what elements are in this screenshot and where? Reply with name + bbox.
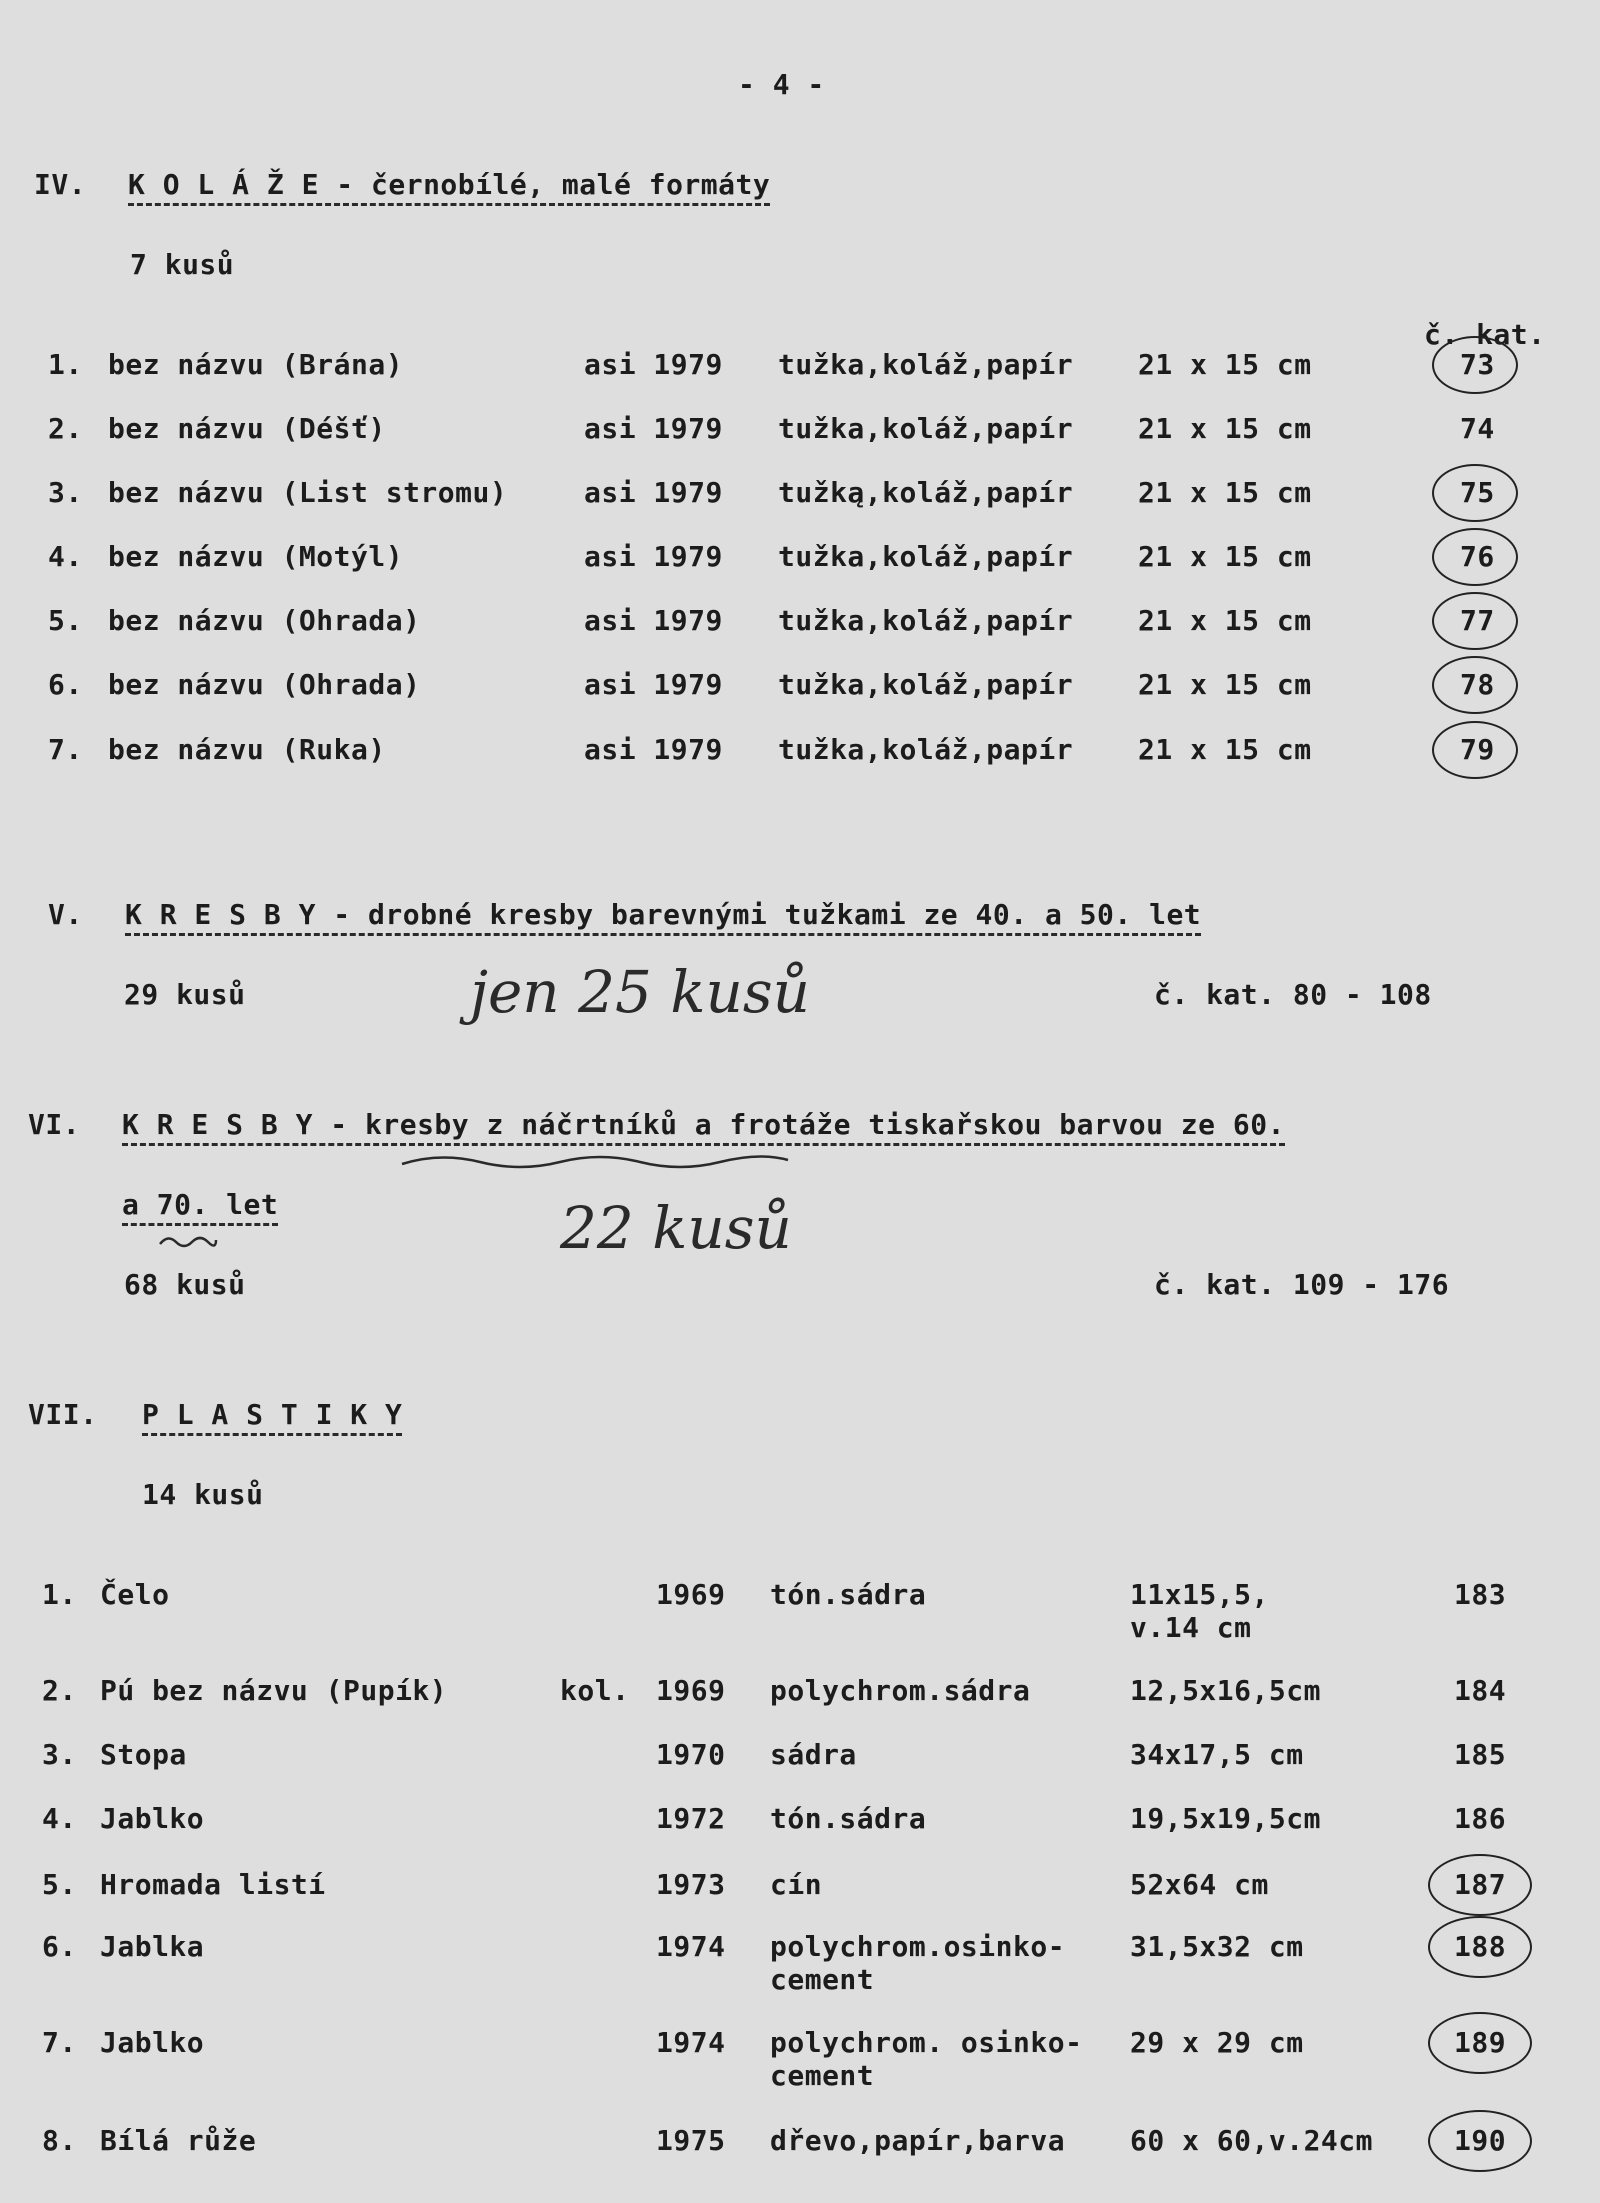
artwork-size: 31,5x32 cm — [1130, 1930, 1304, 1963]
catalog-circle-mark — [1432, 528, 1518, 586]
artwork-title: bez názvu (Ruka) — [108, 733, 386, 766]
row-number: 4. — [48, 540, 83, 573]
artwork-medium: tužka,koláž,papír — [778, 348, 1074, 381]
catalog-circle-mark — [1432, 656, 1518, 714]
artwork-title: bez názvu (List stromu) — [108, 476, 508, 509]
catalog-circle-mark — [1432, 464, 1518, 522]
row-number: 5. — [42, 1868, 77, 1901]
artwork-title: Stopa — [100, 1738, 187, 1771]
artwork-title: bez názvu (Brána) — [108, 348, 404, 381]
artwork-medium: cín — [770, 1868, 823, 1901]
row-number: 7. — [42, 2026, 77, 2059]
row-number: 6. — [48, 668, 83, 701]
catalog-number: 183 — [1454, 1578, 1507, 1611]
catalog-number: 79 — [1460, 733, 1495, 766]
page-number: - 4 - — [738, 68, 825, 101]
handwritten-wavy-underline — [400, 1150, 790, 1172]
artwork-year: 1969 — [656, 1674, 726, 1707]
section-6-title-continuation: a 70. let — [122, 1188, 278, 1226]
row-number: 4. — [42, 1802, 77, 1835]
section-6-number: VI. — [28, 1108, 81, 1141]
catalog-circle-mark — [1428, 1854, 1532, 1916]
artwork-title: bez názvu (Ohrada) — [108, 604, 421, 637]
artwork-year: asi 1979 — [584, 733, 723, 766]
artwork-year: asi 1979 — [584, 476, 723, 509]
section-5-handwritten-note: jen 25 kusů — [470, 958, 810, 1026]
artwork-year: 1975 — [656, 2124, 726, 2157]
catalog-number: 189 — [1454, 2026, 1507, 2059]
artwork-medium: tužka,koláž,papír — [778, 604, 1074, 637]
artwork-size: 19,5x19,5cm — [1130, 1802, 1321, 1835]
artwork-medium: sádra — [770, 1738, 857, 1771]
section-6-catalog: č. kat. 109 - 176 — [1154, 1268, 1450, 1301]
artwork-year: 1973 — [656, 1868, 726, 1901]
row-number: 7. — [48, 733, 83, 766]
artwork-medium: tužką,koláž,papír — [778, 476, 1074, 509]
artwork-size: 29 x 29 cm — [1130, 2026, 1304, 2059]
row-number: 3. — [48, 476, 83, 509]
artwork-title: Bílá růže — [100, 2124, 257, 2157]
artwork-medium: tón.sádra — [770, 1802, 927, 1835]
section-5-catalog: č. kat. 80 - 108 — [1154, 978, 1432, 1011]
artwork-size: 21 x 15 cm — [1138, 476, 1312, 509]
artwork-title: bez názvu (Ohrada) — [108, 668, 421, 701]
artwork-year-prefix: kol. — [560, 1674, 630, 1707]
row-number: 2. — [42, 1674, 77, 1707]
artwork-title: Pú bez názvu (Pupík) — [100, 1674, 448, 1707]
artwork-medium: tužka,koláž,papír — [778, 733, 1074, 766]
catalog-number: 190 — [1454, 2124, 1507, 2157]
artwork-title: Jablko — [100, 1802, 205, 1835]
catalog-number: 77 — [1460, 604, 1495, 637]
section-7-title: P L A S T I K Y — [142, 1398, 402, 1436]
artwork-year: asi 1979 — [584, 604, 723, 637]
section-5-title: K R E S B Y - drobné kresby barevnými tužkami ze 40. a 50. let — [125, 898, 1201, 936]
catalog-number: 75 — [1460, 476, 1495, 509]
catalog-circle-mark — [1432, 721, 1518, 779]
artwork-year: 1970 — [656, 1738, 726, 1771]
catalog-number: 185 — [1454, 1738, 1507, 1771]
catalog-number: 186 — [1454, 1802, 1507, 1835]
catalog-circle-mark — [1428, 2012, 1532, 2074]
artwork-size: 21 x 15 cm — [1138, 668, 1312, 701]
artwork-title: Jablka — [100, 1930, 205, 1963]
artwork-title: Čelo — [100, 1578, 170, 1611]
artwork-year: asi 1979 — [584, 412, 723, 445]
artwork-medium: polychrom. osinko- cement — [770, 2026, 1083, 2092]
artwork-size: 52x64 cm — [1130, 1868, 1269, 1901]
artwork-size: 21 x 15 cm — [1138, 604, 1312, 637]
row-number: 8. — [42, 2124, 77, 2157]
artwork-title: bez názvu (Motýl) — [108, 540, 404, 573]
artwork-size: 12,5x16,5cm — [1130, 1674, 1321, 1707]
section-6-count: 68 kusů — [124, 1268, 246, 1301]
artwork-year: 1974 — [656, 2026, 726, 2059]
artwork-medium: dřevo,papír,barva — [770, 2124, 1066, 2157]
catalog-number: 78 — [1460, 668, 1495, 701]
catalog-circle-mark — [1432, 336, 1518, 394]
artwork-medium: tužka,koláž,papír — [778, 540, 1074, 573]
artwork-size: 60 x 60,v.24cm — [1130, 2124, 1374, 2157]
section-6-handwritten-note: 22 kusů — [560, 1194, 792, 1262]
catalog-header: č. kat. — [1424, 318, 1546, 351]
catalog-number: 188 — [1454, 1930, 1507, 1963]
row-number: 6. — [42, 1930, 77, 1963]
artwork-year: asi 1979 — [584, 540, 723, 573]
catalog-circle-mark — [1428, 1916, 1532, 1978]
artwork-size: 21 x 15 cm — [1138, 348, 1312, 381]
row-number: 3. — [42, 1738, 77, 1771]
section-7-count: 14 kusů — [142, 1478, 264, 1511]
row-number: 1. — [48, 348, 83, 381]
handwritten-wavy-mark — [158, 1232, 218, 1250]
row-number: 1. — [42, 1578, 77, 1611]
artwork-medium: polychrom.osinko- cement — [770, 1930, 1066, 1996]
artwork-title: Jablko — [100, 2026, 205, 2059]
artwork-size: 34x17,5 cm — [1130, 1738, 1304, 1771]
section-4-number: IV. — [34, 168, 87, 201]
section-6-title: K R E S B Y - kresby z náčrtníků a frotáže tiskařskou barvou ze 60. — [122, 1108, 1285, 1146]
row-number: 2. — [48, 412, 83, 445]
section-7-number: VII. — [28, 1398, 98, 1431]
row-number: 5. — [48, 604, 83, 637]
catalog-circle-mark — [1428, 2110, 1532, 2172]
artwork-size: 11x15,5, v.14 cm — [1130, 1578, 1269, 1644]
artwork-year: 1972 — [656, 1802, 726, 1835]
catalog-number: 187 — [1454, 1868, 1507, 1901]
artwork-year: asi 1979 — [584, 668, 723, 701]
catalog-circle-mark — [1432, 592, 1518, 650]
artwork-size: 21 x 15 cm — [1138, 733, 1312, 766]
section-5-count: 29 kusů — [124, 978, 246, 1011]
artwork-medium: polychrom.sádra — [770, 1674, 1031, 1707]
artwork-title: bez názvu (Déšť) — [108, 412, 386, 445]
artwork-medium: tužka,koláž,papír — [778, 668, 1074, 701]
artwork-title: Hromada listí — [100, 1868, 326, 1901]
catalog-number: 184 — [1454, 1674, 1507, 1707]
section-4-count: 7 kusů — [130, 248, 235, 281]
catalog-number: 73 — [1460, 348, 1495, 381]
catalog-number: 76 — [1460, 540, 1495, 573]
artwork-year: 1969 — [656, 1578, 726, 1611]
section-5-number: V. — [48, 898, 83, 931]
artwork-size: 21 x 15 cm — [1138, 540, 1312, 573]
artwork-size: 21 x 15 cm — [1138, 412, 1312, 445]
artwork-medium: tón.sádra — [770, 1578, 927, 1611]
catalog-number: 74 — [1460, 412, 1495, 445]
artwork-year: asi 1979 — [584, 348, 723, 381]
section-4-title: K O L Á Ž E - černobílé, malé formáty — [128, 168, 770, 206]
artwork-medium: tužka,koláž,papír — [778, 412, 1074, 445]
artwork-year: 1974 — [656, 1930, 726, 1963]
